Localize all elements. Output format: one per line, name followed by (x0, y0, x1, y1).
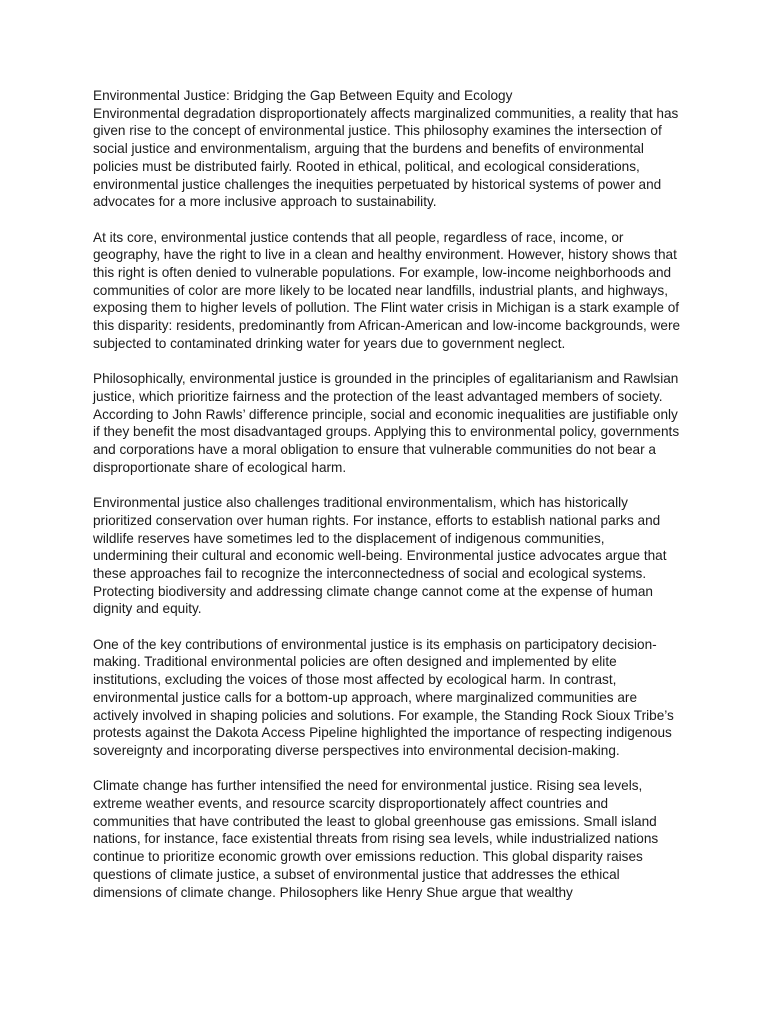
paragraph-5: One of the key contributions of environmental justice is its emphasis on participatory decision-making. Traditional environmental policies are often designed and implemented by elite institutions, excluding the voices of those most affected by ecological harm. In contrast, environmental justice calls for a bottom-up approach, where marginalized communities are actively involved in shaping policies and solutions. For example, the Standing Rock Sioux Tribe’s protests against the Dakota Access Pipeline highlighted the importance of respecting indigenous sovereignty and incorporating diverse perspectives into environmental decision-making. (93, 636, 674, 758)
document-page (93, 87, 683, 919)
document-title: Environmental Justice: Bridging the Gap Between Equity and Ecology (93, 88, 513, 103)
paragraph-6: Climate change has further intensified the need for environmental justice. Rising sea levels, extreme weather events, and resource scarcity disproportionately affect countries and communities that have contributed the least to global greenhouse gas emissions. Small island nations, for instance, face existential threats from rising sea levels, while industrialized nations continue to prioritize economic growth over emissions reduction. This global disparity raises questions of climate justice, a subset of environmental justice that addresses the ethical dimensions of climate change. Philosophers like Henry Shue argue that wealthy (93, 778, 659, 900)
paragraph-3: Philosophically, environmental justice is grounded in the principles of egalitarianism and Rawlsian justice, which prioritize fairness and the protection of the least advantaged members of society. According to John Rawls’ difference principle, social and economic inequalities are justifiable only if they benefit the most disadvantaged groups. Applying this to environmental policy, governments and corporations have a moral obligation to ensure that vulnerable communities do not bear a disproportionate share of ecological harm. (93, 371, 680, 475)
paragraph-1: Environmental degradation disproportionately affects marginalized communities, a reality that has given rise to the concept of environmental justice. This philosophy examines the intersection of social justice and environmentalism, arguing that the burdens and benefits of environmental policies must be distributed fairly. Rooted in ethical, political, and ecological considerations, environmental justice challenges the inequities perpetuated by historical systems of power and advocates for a more inclusive approach to sustainability. (93, 105, 679, 210)
paragraph-4: Environmental justice also challenges traditional environmentalism, which has historically prioritized conservation over human rights. For instance, efforts to establish national parks and wildlife reserves have sometimes led to the displacement of indigenous communities, undermining their cultural and economic well-being. Environmental justice advocates argue that these approaches fail to recognize the interconnectedness of social and ecological systems. Protecting biodiversity and addressing climate change cannot come at the expense of human dignity and equity. (93, 495, 667, 617)
paragraph-2: At its core, environmental justice contends that all people, regardless of race, income, or geography, have the right to live in a clean and healthy environment. However, history shows that this right is often denied to vulnerable populations. For example, low-income neighborhoods and communities of color are more likely to be located near landfills, industrial plants, and highways, exposing them to higher levels of pollution. The Flint water crisis in Michigan is a stark example of this disparity: residents, predominantly from African-American and low-income backgrounds, were subjected to contaminated drinking water for years due to government neglect. (93, 229, 681, 351)
